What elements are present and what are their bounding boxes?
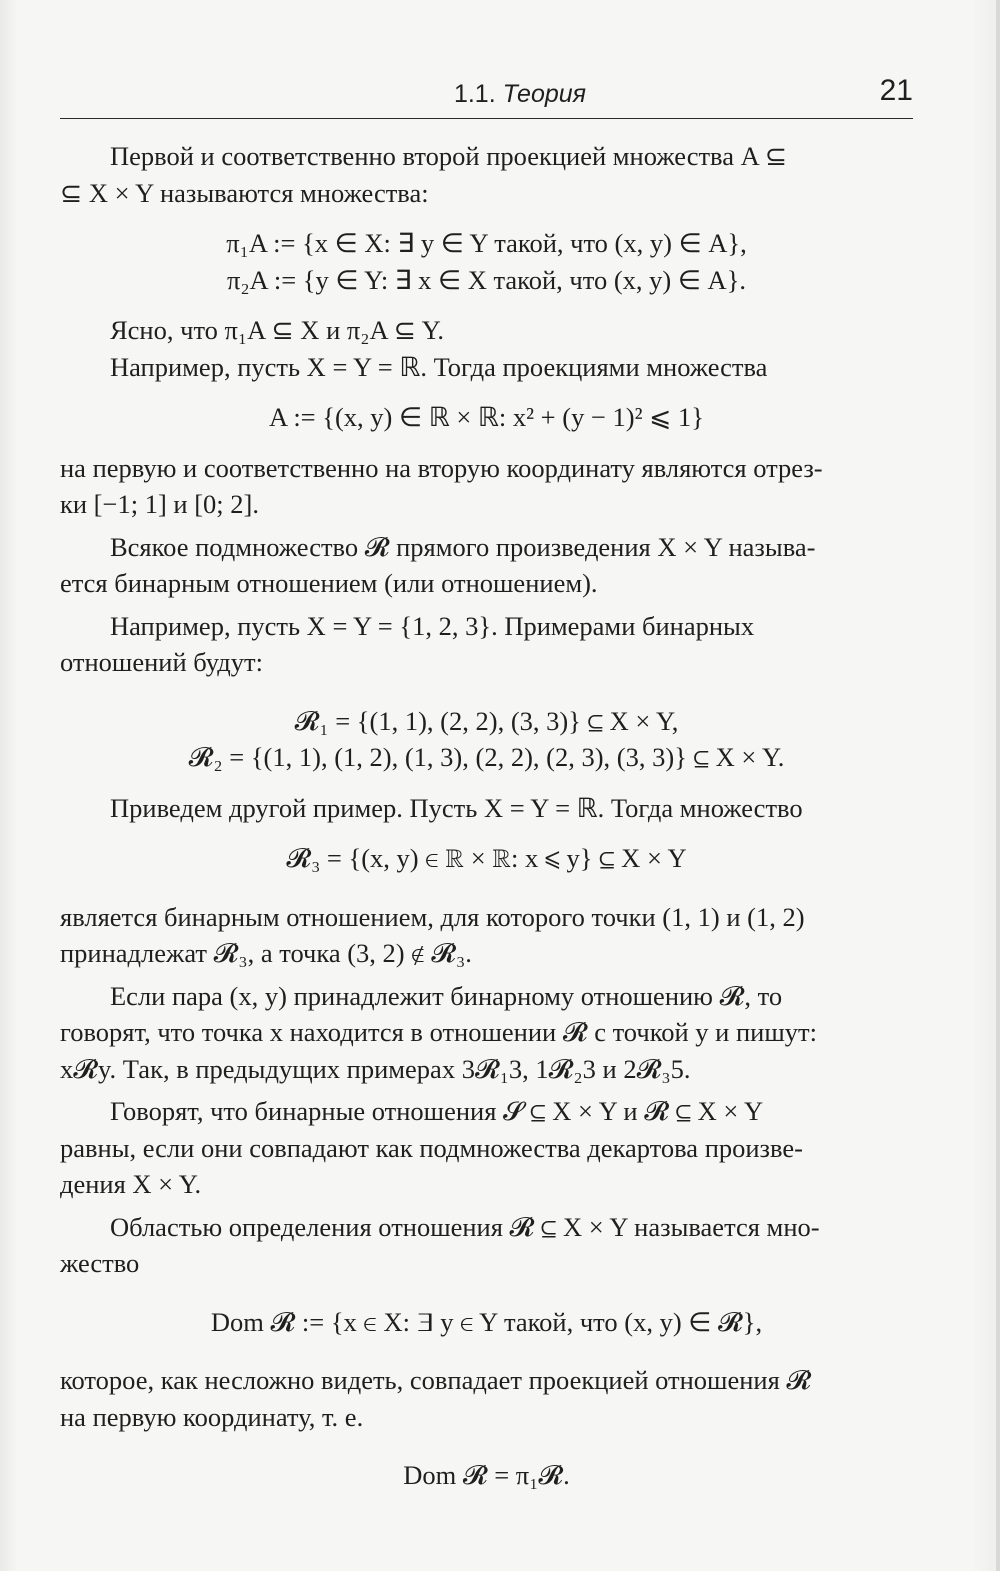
paragraph-line: Первой и соответственно второй проекцией множества A ⊆ [110, 141, 788, 171]
formula-relation-r3: 𝓡₃ = {(x, y) ∈ ℝ × ℝ: x ⩽ y} ⊆ X × Y [286, 843, 687, 873]
paragraph-line: Областью определения отношения 𝓡 ⊆ X × Y называется мно- [110, 1211, 820, 1242]
formula-domain-definition: Dom 𝓡 := {x ∈ X: ∃ y ∈ Y такой, что (x, y) ∈ 𝓡}, [210, 1306, 763, 1337]
paragraph-line: Ясно, что π₁A ⊆ X и π₂A ⊆ Y. [110, 315, 444, 345]
page-number: 21 [879, 74, 913, 107]
formula-relation-r1: 𝓡₁ = {(1, 1), (2, 2), (3, 3)} ⊆ X × Y, [294, 705, 679, 736]
paragraph-line: ⊆ X × Y называются множества: [60, 177, 429, 208]
section-heading [420, 80, 620, 109]
paragraph-line: принадлежат 𝓡₃, а точка (3, 2) ∉ 𝓡₃. [60, 938, 472, 968]
paragraph-line: Например, пусть X = Y = {1, 2, 3}. Примерами бинарных [110, 610, 755, 641]
paragraph-line: жество [60, 1248, 140, 1278]
paragraph-line: на первую координату, т. е. [60, 1401, 364, 1432]
paragraph-line: Приведем другой пример. Пусть X = Y = ℝ. Тогда множество [110, 792, 803, 823]
paragraph-line: является бинарным отношением, для которого точки (1, 1) и (1, 2) [60, 901, 805, 932]
paragraph-line: Говорят, что бинарные отношения 𝓢 ⊆ X × Y и 𝓡 ⊆ X × Y [110, 1096, 764, 1126]
formula-relation-r2: 𝓡₂ = {(1, 1), (1, 2), (1, 3), (2, 2), (2, 3), (3, 3)} ⊆ X × Y. [188, 742, 785, 772]
paragraph-line: Если пара (x, y) принадлежит бинарному отношению 𝓡, то [110, 980, 783, 1011]
paragraph-line: говорят, что точка x находится в отношении 𝓡 с точкой y и пишут: [60, 1017, 817, 1047]
formula-projection-1: π₁A := {x ∈ X: ∃ y ∈ Y такой, что (x, y) ∈ A}, [226, 228, 747, 258]
paragraph-line: отношений будут: [60, 647, 263, 677]
section-number: 1.1. [453, 80, 496, 108]
paragraph-line: Всякое подмножество 𝓡 прямого произведения X × Y называ- [110, 531, 816, 562]
paragraph-line: которое, как несложно видеть, совпадает проекцией отношения 𝓡 [60, 1365, 812, 1395]
paragraph-line: на первую и соответственно на вторую координату являются отрез- [60, 452, 823, 483]
paragraph-line: ется бинарным отношением (или отношением). [60, 568, 598, 598]
paragraph-line: Например, пусть X = Y = ℝ. Тогда проекциями множества [110, 351, 768, 382]
section-title: Теория [502, 80, 587, 108]
running-header [60, 74, 913, 119]
formula-projection-2: π₂A := {y ∈ Y: ∃ x ∈ X такой, что (x, y) ∈ A}. [226, 264, 747, 295]
paragraph-line: дения X × Y. [60, 1169, 202, 1199]
paragraph-line: ки [−1; 1] и [0; 2]. [60, 489, 259, 519]
page-body [60, 138, 913, 1494]
formula-domain-projection: Dom 𝓡 = π₁𝓡. [403, 1460, 570, 1490]
paragraph-line: x𝓡y. Так, в предыдущих примерах 3𝓡₁3, 1𝓡₂3 и 2𝓡₃5. [60, 1053, 691, 1084]
page-edge [996, 0, 1000, 1571]
formula-disk-set: A := {(x, y) ∈ ℝ × ℝ: x² + (y − 1)² ⩽ 1} [269, 402, 704, 432]
paragraph-line: равны, если они совпадают как подмножества декартова произве- [60, 1132, 803, 1163]
